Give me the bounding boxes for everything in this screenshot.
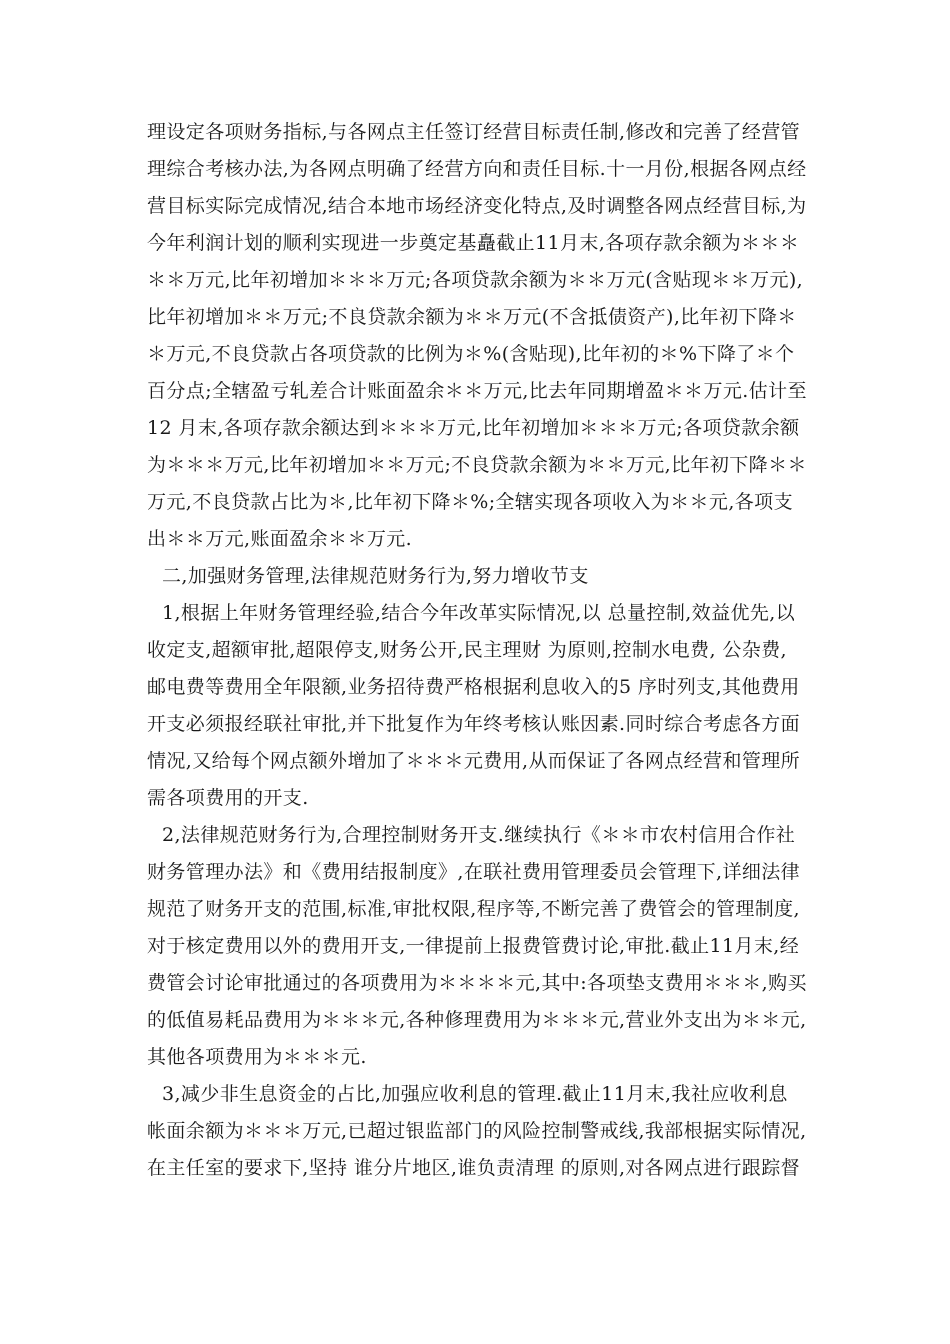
text-line: 营目标实际完成情况,结合本地市场经济变化特点,及时调整各网点经营目标,为 xyxy=(147,195,807,217)
text-line: 其他各项费用为＊＊＊元. xyxy=(147,1046,367,1068)
text-line: 邮电费等费用全年限额,业务招待费严格根据利息收入的5 序时列支,其他费用 xyxy=(147,676,800,698)
section-heading: 二,加强财务管理,法律规范财务行为,努力增收节支 xyxy=(162,565,589,587)
text-line: 为＊＊＊万元,比年初增加＊＊万元;不良贷款余额为＊＊万元,比年初下降＊＊ xyxy=(147,454,807,476)
text-line: 3,减少非生息资金的占比,加强应收利息的管理.截止11月末,我社应收利息 xyxy=(162,1083,788,1105)
text-line: 出＊＊万元,账面盈余＊＊万元. xyxy=(147,528,413,550)
text-line: 收定支,超额审批,超限停支,财务公开,民主理财 为原则,控制水电费, 公杂费, xyxy=(147,639,787,661)
text-line: 万元,不良贷款占比为＊,比年初下降＊%;全辖实现各项收入为＊＊元,各项支 xyxy=(147,491,793,513)
text-line: 百分点;全辖盈亏轧差合计账面盈余＊＊万元,比去年同期增盈＊＊万元.估计至 xyxy=(147,380,807,402)
text-line: 需各项费用的开支. xyxy=(147,787,309,809)
text-line: 开支必须报经联社审批,并下批复作为年终考核认账因素.同时综合考虑各方面 xyxy=(147,713,801,735)
text-line: 2,法律规范财务行为,合理控制财务开支.继续执行《＊＊市农村信用合作社 xyxy=(162,824,796,846)
text-line: 12 月末,各项存款余额达到＊＊＊万元,比年初增加＊＊＊万元;各项贷款余额 xyxy=(147,417,800,439)
text-line: 费管会讨论审批通过的各项费用为＊＊＊＊元,其中:各项垫支费用＊＊＊,购买 xyxy=(147,972,807,994)
text-line: 财务管理办法》和《费用结报制度》,在联社费用管理委员会管理下,详细法律 xyxy=(147,861,801,883)
text-line: ＊万元,不良贷款占各项贷款的比例为＊%(含贴现),比年初的＊%下降了＊个 xyxy=(147,343,795,365)
text-line: 理设定各项财务指标,与各网点主任签订经营目标责任制,修改和完善了经营管 xyxy=(147,121,801,143)
text-line: 的低值易耗品费用为＊＊＊元,各种修理费用为＊＊＊元,营业外支出为＊＊元, xyxy=(147,1009,807,1031)
text-line: 比年初增加＊＊万元;不良贷款余额为＊＊万元(不含抵债资产),比年初下降＊ xyxy=(147,306,797,328)
text-line: 理综合考核办法,为各网点明确了经营方向和责任目标.十一月份,根据各网点经 xyxy=(147,158,807,180)
text-line: 今年利润计划的顺利实现进一步奠定基矗截止11月末,各项存款余额为＊＊＊ xyxy=(147,232,800,254)
text-line: 对于核定费用以外的费用开支,一律提前上报费管费讨论,审批.截止11月末,经 xyxy=(147,935,800,957)
text-line: 1,根据上年财务管理经验,结合今年改革实际情况,以 总量控制,效益优先,以 xyxy=(162,602,796,624)
text-line: 情况,又给每个网点额外增加了＊＊＊元费用,从而保证了各网点经营和管理所 xyxy=(147,750,801,772)
text-line: 规范了财务开支的范围,标准,审批权限,程序等,不断完善了费管会的管理制度, xyxy=(147,898,800,920)
text-line: 帐面余额为＊＊＊万元,已超过银监部门的风险控制警戒线,我部根据实际情况, xyxy=(147,1120,807,1142)
text-line: 在主任室的要求下,坚持 谁分片地区,谁负责清理 的原则,对各网点进行跟踪督 xyxy=(147,1157,800,1179)
text-line: ＊＊万元,比年初增加＊＊＊万元;各项贷款余额为＊＊万元(含贴现＊＊万元), xyxy=(147,269,804,291)
